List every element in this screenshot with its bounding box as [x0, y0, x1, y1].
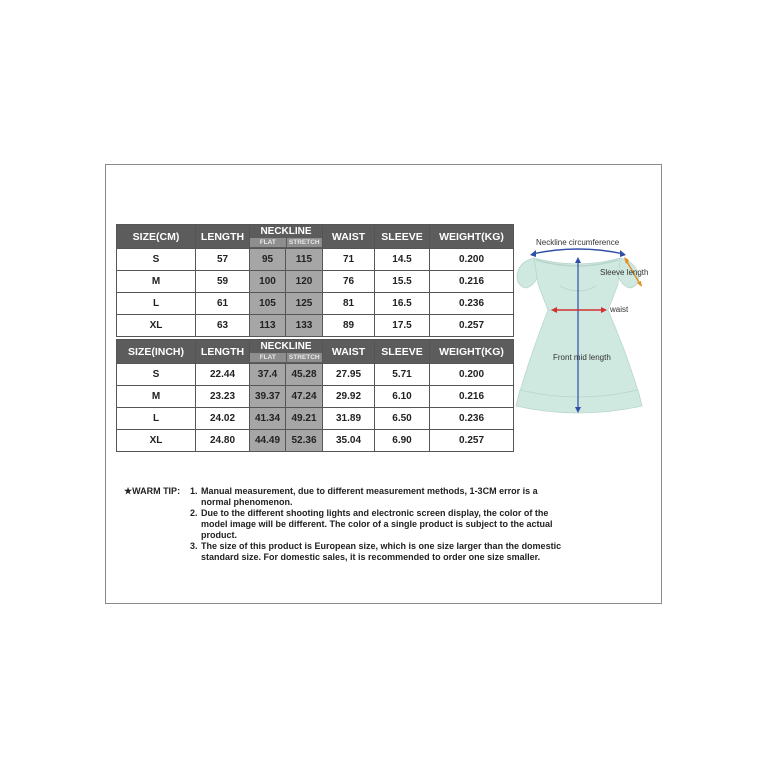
cell-flat: 44.49 — [250, 430, 286, 452]
cell-size: XL — [117, 430, 196, 452]
neckline-arrow — [532, 249, 624, 254]
warm-tips — [124, 486, 564, 563]
table-row — [117, 430, 514, 452]
cell-waist: 81 — [323, 293, 375, 315]
cell-stretch: 120 — [286, 271, 323, 293]
cell-weight: 0.257 — [430, 430, 514, 452]
cell-length: 24.80 — [196, 430, 250, 452]
cell-length: 63 — [196, 315, 250, 337]
cell-size: XL — [117, 315, 196, 337]
cell-flat: 39.37 — [250, 386, 286, 408]
table-header-row — [117, 340, 514, 364]
cell-waist: 27.95 — [323, 364, 375, 386]
cell-size: M — [117, 386, 196, 408]
warm-tip-text: The size of this product is European size, which is one size larger than the domestic standard size. For domestic sales, it is recommended to order one size smaller. — [201, 541, 562, 562]
cell-weight: 0.216 — [430, 271, 514, 293]
dress-measurement-diagram — [508, 226, 658, 426]
cell-stretch: 45.28 — [286, 364, 323, 386]
cell-weight: 0.200 — [430, 249, 514, 271]
cell-stretch: 133 — [286, 315, 323, 337]
cell-flat: 95 — [250, 249, 286, 271]
cell-waist: 31.89 — [323, 408, 375, 430]
cell-sleeve: 15.5 — [375, 271, 430, 293]
neckline-arrow-head-right — [620, 250, 626, 257]
cell-sleeve: 6.90 — [375, 430, 430, 452]
header-stretch: STRETCH — [286, 238, 323, 247]
sleeve-label: Sleeve length — [600, 268, 649, 277]
header-neckline — [250, 225, 323, 249]
header-waist: WAIST — [323, 225, 375, 249]
cell-stretch: 125 — [286, 293, 323, 315]
header-weight: WEIGHT(KG) — [430, 340, 514, 364]
cell-waist: 29.92 — [323, 386, 375, 408]
warm-tip-number: 2. — [190, 508, 198, 518]
cell-stretch: 115 — [286, 249, 323, 271]
header-flat: FLAT — [250, 353, 286, 362]
cell-sleeve: 6.10 — [375, 386, 430, 408]
header-size: SIZE(CM) — [117, 225, 196, 249]
warm-tip-item — [190, 541, 564, 563]
cell-weight: 0.257 — [430, 315, 514, 337]
warm-tip-number: 1. — [190, 486, 198, 496]
cell-stretch: 49.21 — [286, 408, 323, 430]
front-length-arrow-head-top — [575, 257, 581, 263]
cell-length: 61 — [196, 293, 250, 315]
cell-sleeve: 16.5 — [375, 293, 430, 315]
cell-flat: 41.34 — [250, 408, 286, 430]
header-weight: WEIGHT(KG) — [430, 225, 514, 249]
front-length-label: Front mid length — [553, 353, 611, 362]
cell-flat: 113 — [250, 315, 286, 337]
cell-length: 22.44 — [196, 364, 250, 386]
cell-sleeve: 17.5 — [375, 315, 430, 337]
warm-tip-item — [190, 508, 564, 541]
neckline-label: Neckline circumference — [536, 238, 620, 247]
warm-tip-text: Due to the different shooting lights and electronic screen display, the color of the model image will be different. The color of a single product is subject to the actual product. — [201, 508, 553, 540]
cell-stretch: 47.24 — [286, 386, 323, 408]
size-table-inch — [116, 339, 514, 452]
table-row — [117, 386, 514, 408]
header-neckline — [250, 340, 323, 364]
cell-sleeve: 6.50 — [375, 408, 430, 430]
warm-tip-item — [190, 486, 564, 508]
cell-size: S — [117, 364, 196, 386]
cell-weight: 0.216 — [430, 386, 514, 408]
cell-waist: 71 — [323, 249, 375, 271]
header-length: LENGTH — [196, 225, 250, 249]
table-row — [117, 293, 514, 315]
waist-label: waist — [610, 305, 629, 314]
header-stretch: STRETCH — [286, 353, 323, 362]
cell-flat: 37.4 — [250, 364, 286, 386]
size-table-cm — [116, 224, 514, 337]
cell-stretch: 52.36 — [286, 430, 323, 452]
cell-weight: 0.236 — [430, 293, 514, 315]
table-header-row — [117, 225, 514, 249]
cell-size: L — [117, 408, 196, 430]
header-neckline-title: NECKLINE — [260, 341, 312, 352]
cell-waist: 89 — [323, 315, 375, 337]
table-row — [117, 315, 514, 337]
cell-weight: 0.236 — [430, 408, 514, 430]
table-row — [117, 408, 514, 430]
table-row — [117, 249, 514, 271]
cell-length: 59 — [196, 271, 250, 293]
cell-sleeve: 5.71 — [375, 364, 430, 386]
header-length: LENGTH — [196, 340, 250, 364]
cell-size: S — [117, 249, 196, 271]
cell-size: L — [117, 293, 196, 315]
cell-length: 57 — [196, 249, 250, 271]
warm-tip-label: ★WARM TIP: — [124, 486, 181, 496]
cell-sleeve: 14.5 — [375, 249, 430, 271]
cell-waist: 35.04 — [323, 430, 375, 452]
cell-size: M — [117, 271, 196, 293]
cell-length: 24.02 — [196, 408, 250, 430]
header-sleeve: SLEEVE — [375, 340, 430, 364]
table-row — [117, 271, 514, 293]
warm-tip-number: 3. — [190, 541, 198, 551]
header-neckline-title: NECKLINE — [260, 226, 312, 237]
header-sleeve: SLEEVE — [375, 225, 430, 249]
warm-tip-text: Manual measurement, due to different measurement methods, 1-3CM error is a normal phenomenon. — [201, 486, 538, 507]
warm-tip-list — [124, 486, 564, 563]
table-row — [117, 364, 514, 386]
cell-flat: 100 — [250, 271, 286, 293]
cell-length: 23.23 — [196, 386, 250, 408]
cell-waist: 76 — [323, 271, 375, 293]
cell-flat: 105 — [250, 293, 286, 315]
dress-illustration — [516, 258, 642, 413]
neckline-arrow-head-left — [530, 250, 536, 257]
header-waist: WAIST — [323, 340, 375, 364]
cell-weight: 0.200 — [430, 364, 514, 386]
header-flat: FLAT — [250, 238, 286, 247]
header-size: SIZE(INCH) — [117, 340, 196, 364]
